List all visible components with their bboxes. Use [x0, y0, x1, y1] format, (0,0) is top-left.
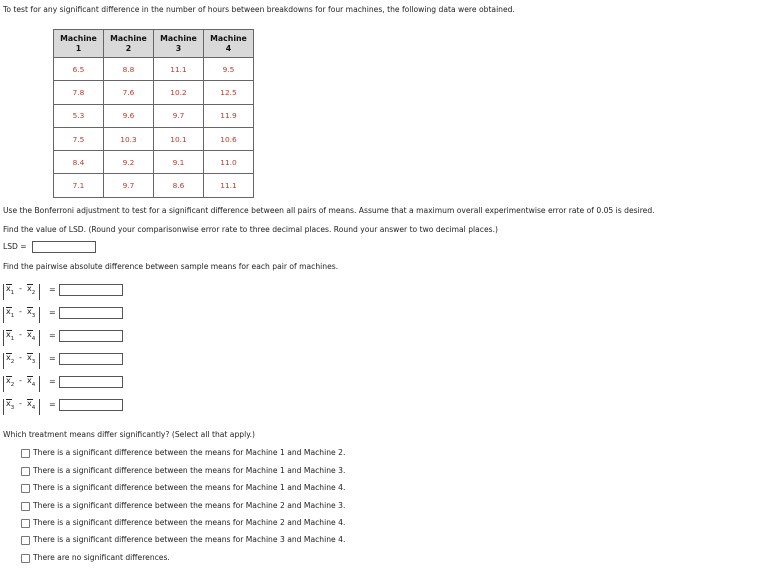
- lsd-prompt: Find the value of LSD. (Round your comparisonwise error rate to three decimal places. Round your answer to two decimal places.): [3, 225, 498, 234]
- pair-row: [3, 352, 133, 372]
- abs-bar-right: [39, 376, 40, 392]
- table-cell: 5.3: [54, 104, 104, 127]
- abs-bar-left: [3, 284, 4, 300]
- option-checkbox[interactable]: [21, 484, 30, 493]
- option-label: There is a significant difference between the means for Machine 1 and Machine 4.: [33, 483, 346, 492]
- table-cell: 8.4: [54, 151, 104, 174]
- machine-data-table: [53, 29, 254, 198]
- minus-sign: -: [19, 376, 22, 385]
- table-cell: 7.1: [54, 174, 104, 197]
- table-cell: 12.5: [204, 81, 254, 104]
- option-label: There is a significant difference between the means for Machine 3 and Machine 4.: [33, 535, 346, 544]
- pair-difference-input[interactable]: [59, 284, 123, 296]
- abs-bar-right: [39, 399, 40, 415]
- xbar-b: $x_4$: [27, 376, 36, 388]
- xbar-a: $x_2$: [6, 376, 15, 388]
- lsd-label: LSD =: [3, 242, 27, 251]
- table-header-row: [54, 30, 254, 58]
- xbar-a: $x_3$: [6, 399, 15, 411]
- pair-difference-input[interactable]: [59, 353, 123, 365]
- pair-difference-input[interactable]: [59, 376, 123, 388]
- header-machine-4: Machine 4: [204, 30, 254, 58]
- pair-row: [3, 306, 133, 326]
- abs-bar-left: [3, 399, 4, 415]
- table-cell: 9.7: [154, 104, 204, 127]
- option-checkbox[interactable]: [21, 519, 30, 528]
- which-prompt: Which treatment means differ significantly? (Select all that apply.): [3, 430, 255, 439]
- abs-bar-right: [39, 353, 40, 369]
- minus-sign: -: [19, 353, 22, 362]
- equals-sign: =: [49, 331, 56, 340]
- xbar-b: $x_3$: [27, 307, 36, 319]
- option-checkbox[interactable]: [21, 467, 30, 476]
- option-label: There are no significant differences.: [33, 553, 170, 562]
- xbar-b: $x_2$: [27, 284, 36, 296]
- table-cell: 7.6: [104, 81, 154, 104]
- abs-bar-left: [3, 376, 4, 392]
- option-checkbox[interactable]: [21, 449, 30, 458]
- table-cell: 10.6: [204, 127, 254, 150]
- table-cell: 9.2: [104, 151, 154, 174]
- abs-bar-right: [39, 284, 40, 300]
- xbar-b: $x_4$: [27, 399, 36, 411]
- lsd-input[interactable]: [32, 241, 96, 253]
- header-machine-1: Machine 1: [54, 30, 104, 58]
- table-cell: 10.3: [104, 127, 154, 150]
- table-cell: 11.0: [204, 151, 254, 174]
- bonferroni-text: Use the Bonferroni adjustment to test for a significant difference between all pairs of means. Assume that a maximum overall experimentwise error rate of 0.05 is desired.: [3, 206, 655, 215]
- abs-bar-left: [3, 353, 4, 369]
- table-cell: 10.1: [154, 127, 204, 150]
- table-row: [54, 58, 254, 81]
- xbar-a: $x_1$: [6, 307, 15, 319]
- table-row: [54, 104, 254, 127]
- table-cell: 8.6: [154, 174, 204, 197]
- option-label: There is a significant difference between the means for Machine 2 and Machine 4.: [33, 518, 346, 527]
- pair-row: [3, 283, 133, 303]
- table-cell: 9.5: [204, 58, 254, 81]
- option-label: There is a significant difference between the means for Machine 1 and Machine 3.: [33, 466, 346, 475]
- table-cell: 9.1: [154, 151, 204, 174]
- pair-row: [3, 375, 133, 395]
- equals-sign: =: [49, 308, 56, 317]
- xbar-a: $x_1$: [6, 330, 15, 342]
- minus-sign: -: [19, 399, 22, 408]
- option-label: There is a significant difference between the means for Machine 2 and Machine 3.: [33, 501, 346, 510]
- xbar-b: $x_4$: [27, 330, 36, 342]
- table-row: [54, 151, 254, 174]
- table-cell: 9.7: [104, 174, 154, 197]
- pair-row: [3, 398, 133, 418]
- equals-sign: =: [49, 377, 56, 386]
- table-cell: 10.2: [154, 81, 204, 104]
- table-row: [54, 127, 254, 150]
- option-checkbox[interactable]: [21, 554, 30, 563]
- abs-bar-right: [39, 330, 40, 346]
- abs-bar-left: [3, 330, 4, 346]
- option-checkbox[interactable]: [21, 502, 30, 511]
- table-cell: 11.1: [204, 174, 254, 197]
- abs-bar-left: [3, 307, 4, 323]
- intro-text: To test for any significant difference in the number of hours between breakdowns for four machines, the following data were obtained.: [3, 5, 515, 14]
- pair-row: [3, 329, 133, 349]
- minus-sign: -: [19, 330, 22, 339]
- table-cell: 11.9: [204, 104, 254, 127]
- pair-difference-input[interactable]: [59, 330, 123, 342]
- equals-sign: =: [49, 354, 56, 363]
- header-machine-2: Machine 2: [104, 30, 154, 58]
- minus-sign: -: [19, 307, 22, 316]
- xbar-a: $x_1$: [6, 284, 15, 296]
- equals-sign: =: [49, 400, 56, 409]
- pair-difference-input[interactable]: [59, 399, 123, 411]
- header-machine-3: Machine 3: [154, 30, 204, 58]
- option-checkbox[interactable]: [21, 536, 30, 545]
- table-cell: 11.1: [154, 58, 204, 81]
- table-cell: 7.8: [54, 81, 104, 104]
- equals-sign: =: [49, 285, 56, 294]
- table-cell: 7.5: [54, 127, 104, 150]
- xbar-a: $x_2$: [6, 353, 15, 365]
- table-row: [54, 81, 254, 104]
- xbar-b: $x_3$: [27, 353, 36, 365]
- minus-sign: -: [19, 284, 22, 293]
- pair-difference-input[interactable]: [59, 307, 123, 319]
- table-row: [54, 174, 254, 197]
- table-cell: 6.5: [54, 58, 104, 81]
- table-cell: 9.6: [104, 104, 154, 127]
- option-label: There is a significant difference between the means for Machine 1 and Machine 2.: [33, 448, 346, 457]
- pairwise-prompt: Find the pairwise absolute difference between sample means for each pair of machines.: [3, 262, 339, 271]
- abs-bar-right: [39, 307, 40, 323]
- table-cell: 8.8: [104, 58, 154, 81]
